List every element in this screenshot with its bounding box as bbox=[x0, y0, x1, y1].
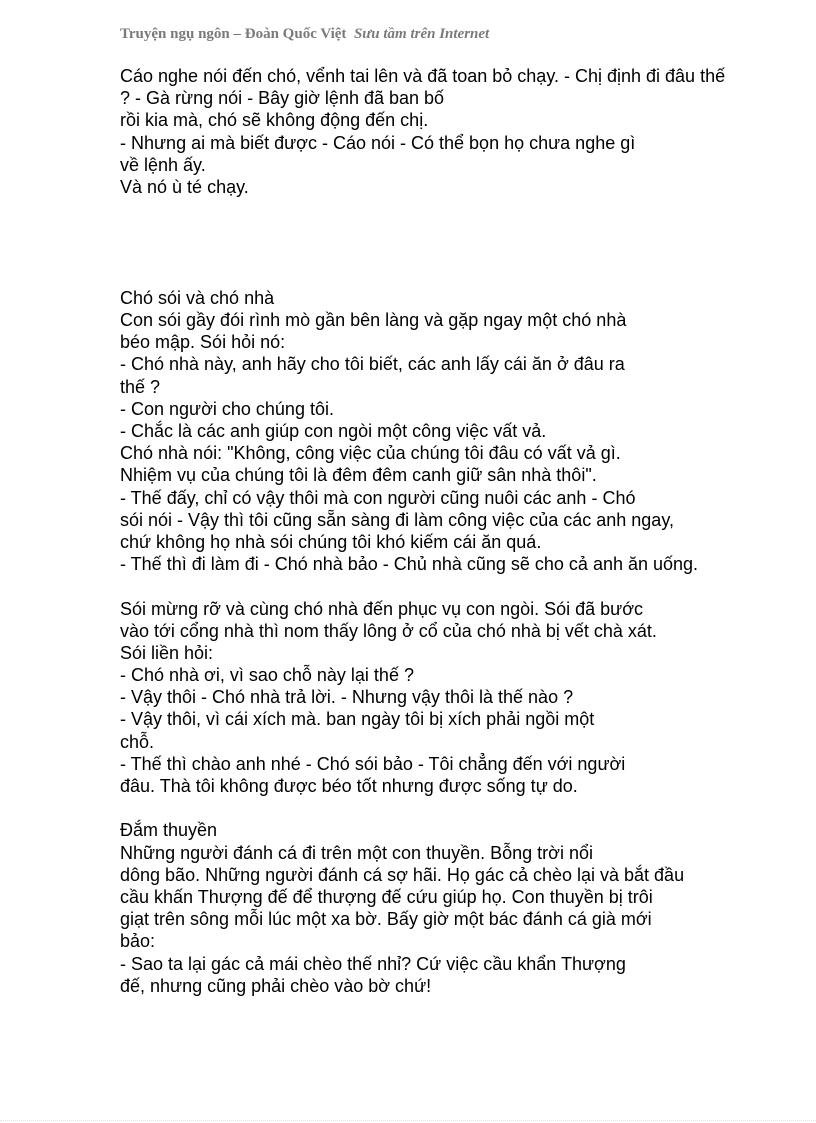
text-line: về lệnh ấy. bbox=[120, 154, 206, 175]
text-line: Và nó ù té chạy. bbox=[120, 176, 249, 197]
text-line: sói nói - Vậy thì tôi cũng sẵn sàng đi làm công việc của các anh ngay, bbox=[120, 509, 674, 530]
running-header bbox=[120, 26, 780, 43]
text-line: - Thế thì đi làm đi - Chó nhà bảo - Chủ nhà cũng sẽ cho cả anh ăn uống. bbox=[120, 554, 699, 575]
text-line: Cáo nghe nói đến chó, vểnh tai lên và đã toan bỏ chạy. - Chị định đi đâu thế bbox=[120, 66, 726, 86]
header-title: Truyện ngụ ngôn – Đoàn Quốc Việt bbox=[120, 26, 347, 42]
text-line: - Chó nhà này, anh hãy cho tôi biết, các anh lấy cái ăn ở đâu ra bbox=[120, 354, 625, 375]
page-bottom-edge bbox=[0, 1120, 816, 1122]
text-line: - Chó nhà ơi, vì sao chỗ này lại thế ? bbox=[120, 665, 414, 686]
text-line: dông bão. Những người đánh cá sợ hãi. Họ gác cả chèo lại và bắt đầu bbox=[120, 864, 685, 885]
spacer bbox=[120, 198, 780, 265]
text-line: chứ không họ nhà sói chúng tôi khó kiếm cái ăn quá. bbox=[120, 531, 542, 552]
spacer bbox=[120, 575, 780, 597]
text-line: béo mập. Sói hỏi nó: bbox=[120, 332, 286, 353]
story-title: Đắm thuyền bbox=[120, 820, 218, 841]
text-line: Chó nhà nói: "Không, công việc của chúng tôi đâu có vất vả gì. bbox=[120, 443, 621, 464]
text-line: - Thế đấy, chỉ có vậy thôi mà con người cũng nuôi các anh - Chó bbox=[120, 487, 636, 508]
document-body bbox=[120, 65, 780, 997]
text-line: ? - Gà rừng nói - Bây giờ lệnh đã ban bố bbox=[120, 88, 445, 109]
text-line: chỗ. bbox=[120, 731, 155, 752]
text-line: - Nhưng ai mà biết được - Cáo nói - Có thể bọn họ chưa nghe gì bbox=[120, 132, 636, 153]
spacer bbox=[120, 797, 780, 819]
story-title: Chó sói và chó nhà bbox=[120, 287, 275, 308]
text-line: - Vậy thôi - Chó nhà trả lời. - Nhưng vậy thôi là thế nào ? bbox=[120, 687, 574, 708]
text-line: - Con người cho chúng tôi. bbox=[120, 398, 334, 419]
story-fox-ending bbox=[120, 65, 780, 198]
text-line: Con sói gầy đói rình mò gần bên làng và gặp ngay một chó nhà bbox=[120, 310, 627, 331]
text-line: đế, nhưng cũng phải chèo vào bờ chứ! bbox=[120, 975, 432, 996]
text-line: Sói liền hỏi: bbox=[120, 642, 214, 663]
text-line: vào tới cổng nhà thì nom thấy lông ở cổ của chó nhà bị vết chà xát. bbox=[120, 620, 657, 641]
story-wolf-and-dog bbox=[120, 287, 780, 797]
text-line: - Thế thì chào anh nhé - Chó sói bảo - Tôi chẳng đến với người bbox=[120, 753, 626, 774]
text-line: - Sao ta lại gác cả mái chèo thế nhỉ? Cứ việc cầu khẩn Thượng bbox=[120, 953, 626, 974]
text-line: giạt trên sông mỗi lúc một xa bờ. Bấy giờ một bác đánh cá già mới bbox=[120, 909, 652, 930]
spacer bbox=[120, 265, 780, 287]
text-line: - Vậy thôi, vì cái xích mà. ban ngày tôi bị xích phải ngồi một bbox=[120, 709, 595, 730]
text-line: Sói mừng rỡ và cùng chó nhà đến phục vụ con ngòi. Sói đã bước bbox=[120, 598, 644, 619]
text-line: đâu. Thà tôi không được béo tốt nhưng được sống tự do. bbox=[120, 776, 578, 797]
text-line: Nhiệm vụ của chúng tôi là đêm đêm canh giữ sân nhà thôi". bbox=[120, 465, 597, 486]
story-shipwreck bbox=[120, 819, 780, 997]
text-line: thế ? bbox=[120, 376, 161, 397]
text-line: - Chắc là các anh giúp con ngòi một công việc vất vả. bbox=[120, 421, 547, 442]
text-line: rồi kia mà, chó sẽ không động đến chị. bbox=[120, 110, 429, 131]
header-source: Sưu tầm trên Internet bbox=[353, 26, 490, 42]
text-line: Những người đánh cá đi trên một con thuyền. Bỗng trời nổi bbox=[120, 842, 593, 863]
text-line: bảo: bbox=[120, 931, 156, 952]
text-line: cầu khấn Thượng đế để thượng đế cứu giúp họ. Con thuyền bị trôi bbox=[120, 886, 653, 907]
